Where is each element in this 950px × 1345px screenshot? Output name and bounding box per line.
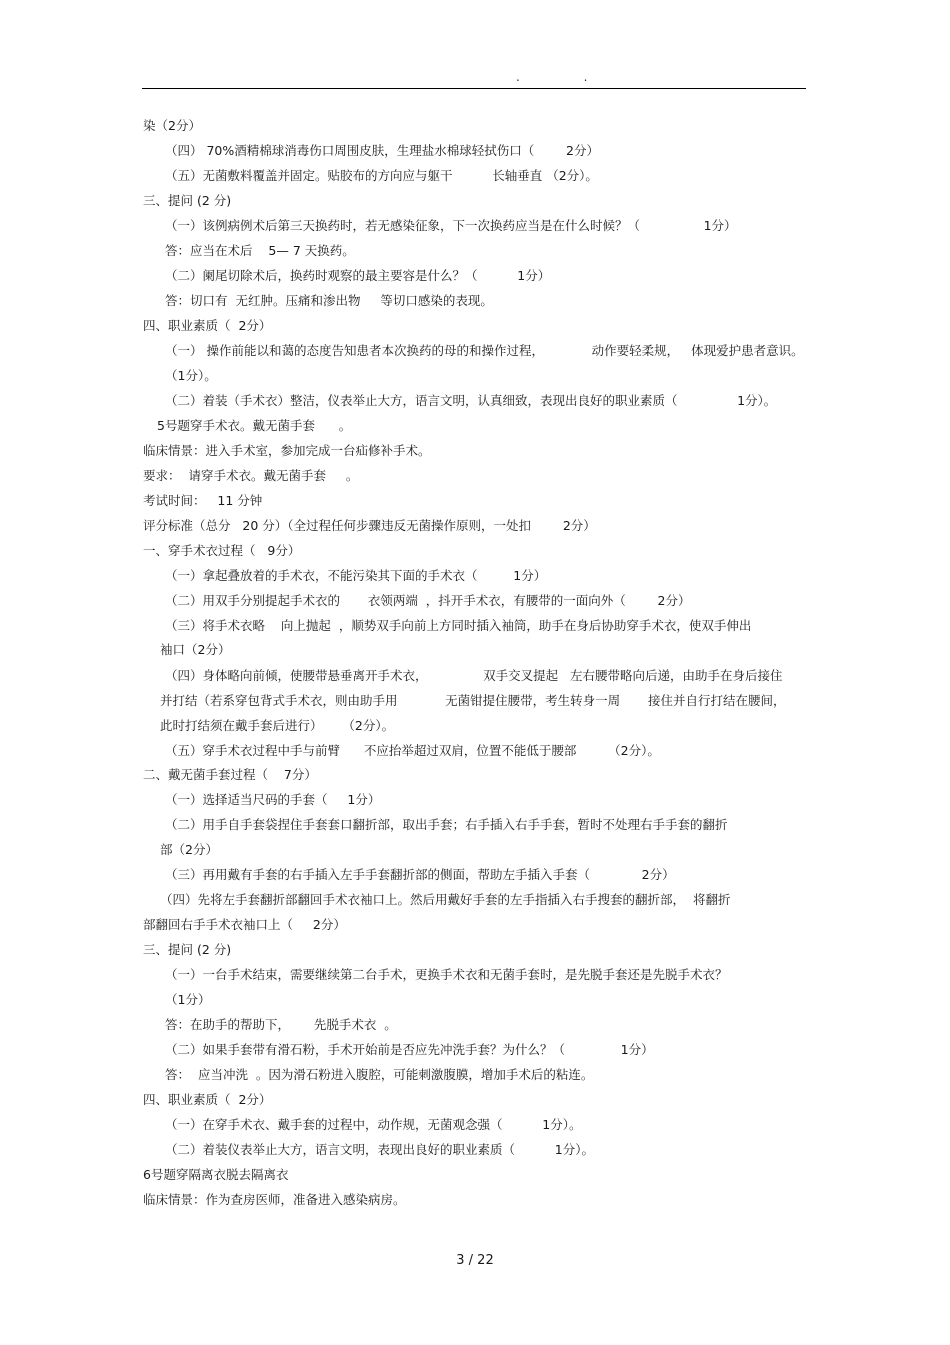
text-line: （1分）。 (165, 368, 217, 383)
text-line: （1分） (165, 992, 211, 1007)
header-marks: . . (516, 70, 618, 84)
text-line: （五）穿手术衣过程中手与前臂 不应抬举超过双肩，位置不能低于腰部 （2分）。 (165, 743, 660, 758)
text-line: （四）身体略向前倾，使腰带悬垂离开手术衣， 双手交叉提起 左右腰带略向后递，由助手在身后接住 (165, 668, 783, 683)
text-line: 并打结（若系穿包背式手术衣，则由助手用 无菌钳提住腰带，考生转身一周 接住并自行打结在腰间， (160, 693, 786, 708)
text-line: 要求： 请穿手术衣。戴无菌手套 。 (143, 468, 359, 483)
text-line: （二）着装（手术衣）整洁，仪表举止大方，语言文明，认真细致，表现出良好的职业素质（ 1分）。 (165, 393, 777, 408)
text-line: （一） 操作前能以和蔼的态度告知患者本次换药的母的和操作过程， 动作要轻柔规， 体现爱护患者意识。 (165, 343, 804, 358)
text-line: （一）在穿手术衣、戴手套的过程中，动作规，无菌观念强（ 1分）。 (165, 1117, 582, 1132)
text-line: 二、戴无菌手套过程（ 7分） (143, 767, 317, 782)
header-divider (142, 88, 806, 89)
text-line: 答：在助手的帮助下， 先脱手术衣 。 (165, 1017, 397, 1032)
text-line: 三、提问 (2 分) (143, 942, 232, 957)
text-line: （一）该例病例术后第三天换药时，若无感染征象，下一次换药应当是在什么时候？（ 1分） (165, 218, 737, 233)
text-line: 临床情景：作为查房医师，准备进入感染病房。 (143, 1192, 406, 1207)
text-line: 四、职业素质（ 2分） (143, 1092, 272, 1107)
text-line: 染（2分） (143, 118, 201, 133)
page-number: 3 / 22 (456, 1253, 494, 1268)
text-line: （二）用双手分别提起手术衣的 衣领两端 ，抖开手术衣，有腰带的一面向外（ 2分） (165, 593, 691, 608)
text-line: （五）无菌敷料覆盖并固定。贴胶布的方向应与躯干 长轴垂直 （2分）。 (165, 168, 598, 183)
text-line: 三、提问 (2 分) (143, 193, 232, 208)
text-line: 部（2分） (160, 842, 218, 857)
text-line: 6号题穿隔离衣脱去隔离衣 (143, 1167, 289, 1182)
text-line: 一、穿手术衣过程（ 9分） (143, 543, 301, 558)
text-line: （二）阑尾切除术后，换药时观察的最主要容是什么？（ 1分） (165, 268, 551, 283)
text-line: 答：切口有 无红肿。压痛和渗出物 等切口感染的表现。 (165, 293, 493, 308)
text-line: 部翻回右手手术衣袖口上（ 2分） (143, 917, 346, 932)
text-line: （三）将手术衣略 向上抛起 ，顺势双手向前上方同时插入袖筒，助手在身后协助穿手术衣，使双手伸出 (165, 618, 752, 633)
text-line: （四）先将左手套翻折部翻回手术衣袖口上。然后用戴好手套的左手指插入右手搜套的翻折部， 将翻折 (160, 892, 731, 907)
text-line: 答：应当在术后 5— 7 天换药。 (165, 243, 355, 258)
text-line: 答： 应当冲洗 。因为滑石粉进入腹腔，可能刺激腹膜，增加手术后的粘连。 (165, 1067, 594, 1082)
text-line: 四、职业素质（ 2分） (143, 318, 272, 333)
text-line: 5号题穿手术衣。戴无菌手套 。 (157, 418, 352, 433)
text-line: 考试时间： 11 分钟 (143, 493, 263, 508)
text-line: （三）再用戴有手套的右手插入左手手套翻折部的侧面，帮助左手插入手套（ 2分） (165, 867, 675, 882)
text-line: （一）一台手术结束，需要继续第二台手术，更换手术衣和无菌手套时，是先脱手套还是先脱手术衣？ (165, 967, 728, 982)
text-line: （二）用手自手套袋捏住手套套口翻折部，取出手套；右手插入右手手套，暂时不处理右手手套的翻折 (165, 817, 728, 832)
text-line: 临床情景：进入手术室，参加完成一台疝修补手术。 (143, 443, 431, 458)
text-line: （二）着装仪表举止大方，语言文明，表现出良好的职业素质（ 1分）。 (165, 1142, 594, 1157)
text-line: （二）如果手套带有滑石粉，手术开始前是否应先冲洗手套？为什么？（ 1分） (165, 1042, 654, 1057)
text-line: （四） 70%酒精棉球消毒伤口周围皮肤，生理盐水棉球轻拭伤口（ 2分） (165, 143, 599, 158)
text-line: 此时打结须在戴手套后进行） （2分）。 (160, 718, 395, 733)
text-line: 评分标准（总分 20 分）（全过程任何步骤违反无菌操作原则，一处扣 2分） (143, 518, 596, 533)
text-line: （一）选择适当尺码的手套（ 1分） (165, 792, 381, 807)
text-line: （一）拿起叠放着的手术衣，不能污染其下面的手术衣（ 1分） (165, 568, 547, 583)
text-line: 袖口（2分） (160, 642, 231, 657)
